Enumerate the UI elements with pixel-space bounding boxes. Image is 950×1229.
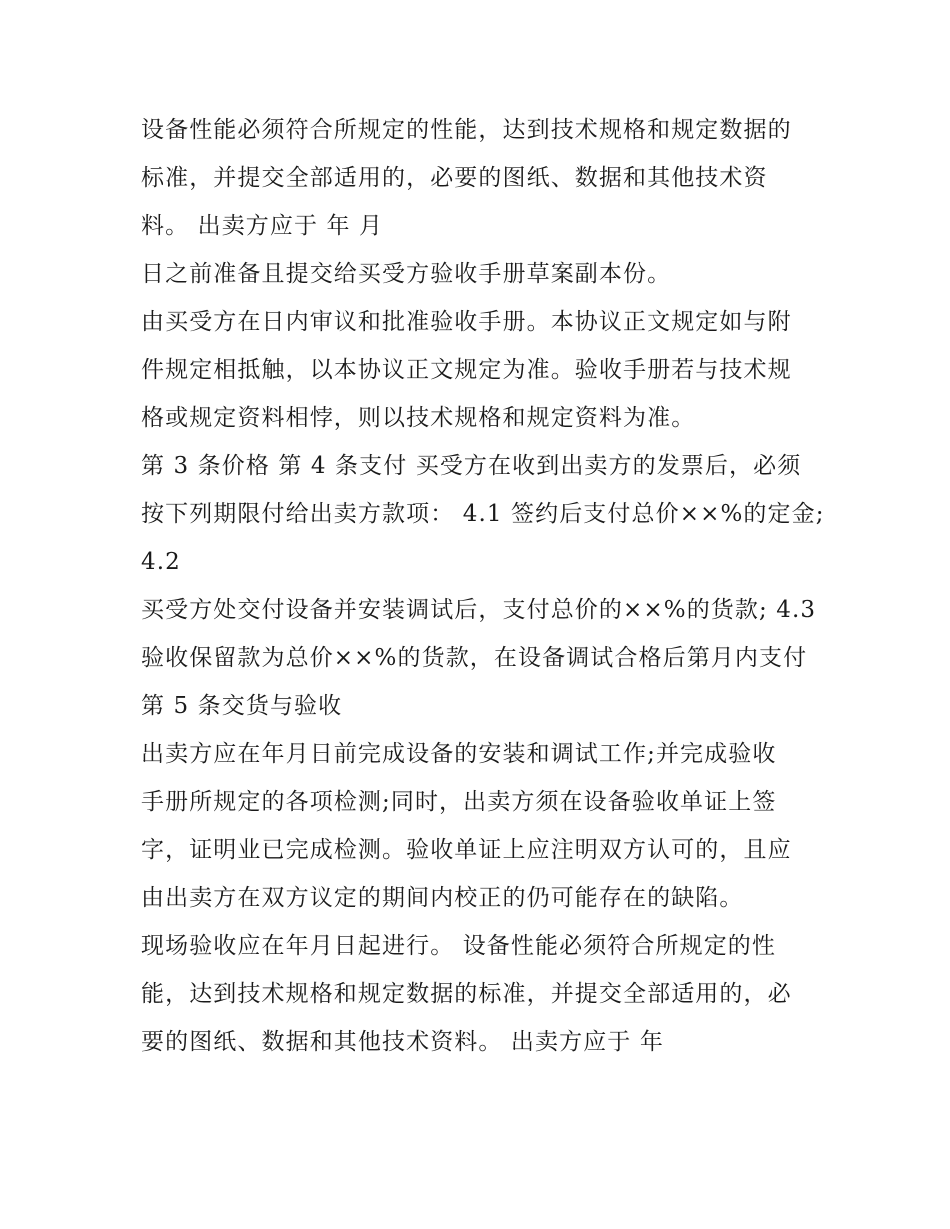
text-line: 现场验收应在年月日起进行。 设备性能必须符合所规定的性	[141, 933, 777, 959]
text-line: 日之前准备且提交给买受方验收手册草案副本份。	[141, 261, 672, 287]
text-line: 料。 出卖方应于 年 月	[141, 213, 384, 239]
text-line: 按下列期限付给出卖方款项： 4.1 签约后支付总价××%的定金;	[141, 501, 825, 527]
document-body	[141, 106, 841, 1066]
text-line: 设备性能必须符合所规定的性能，达到技术规格和规定数据的	[141, 117, 792, 143]
text-line: 要的图纸、数据和其他技术资料。 出卖方应于 年	[141, 1029, 664, 1055]
text-line: 件规定相抵触，以本协议正文规定为准。验收手册若与技术规	[141, 357, 792, 383]
text-line: 4.2	[141, 549, 181, 575]
text-line: 格或规定资料相悖，则以技术规格和规定资料为准。	[141, 405, 696, 431]
text-line: 标准，并提交全部适用的，必要的图纸、数据和其他技术资	[141, 165, 768, 191]
text-line: 验收保留款为总价××%的货款，在设备调试合格后第月内支付	[141, 645, 808, 671]
text-line: 能，达到技术规格和规定数据的标准，并提交全部适用的，必	[141, 981, 792, 1007]
text-line: 第 3 条价格 第 4 条支付 买受方在收到出卖方的发票后，必须	[141, 453, 802, 479]
text-line: 由买受方在日内审议和批准验收手册。本协议正文规定如与附	[141, 309, 792, 335]
text-line: 字，证明业已完成检测。验收单证上应注明双方认可的，且应	[141, 837, 792, 863]
text-line: 由出卖方在双方议定的期间内校正的仍可能存在的缺陷。	[141, 885, 744, 911]
text-line: 买受方处交付设备并安装调试后，支付总价的××%的货款; 4.3	[141, 597, 817, 623]
text-line: 手册所规定的各项检测;同时，出卖方须在设备验收单证上签	[141, 789, 777, 815]
text-line: 出卖方应在年月日前完成设备的安装和调试工作;并完成验收	[141, 741, 777, 767]
text-line: 第 5 条交货与验收	[141, 693, 343, 719]
